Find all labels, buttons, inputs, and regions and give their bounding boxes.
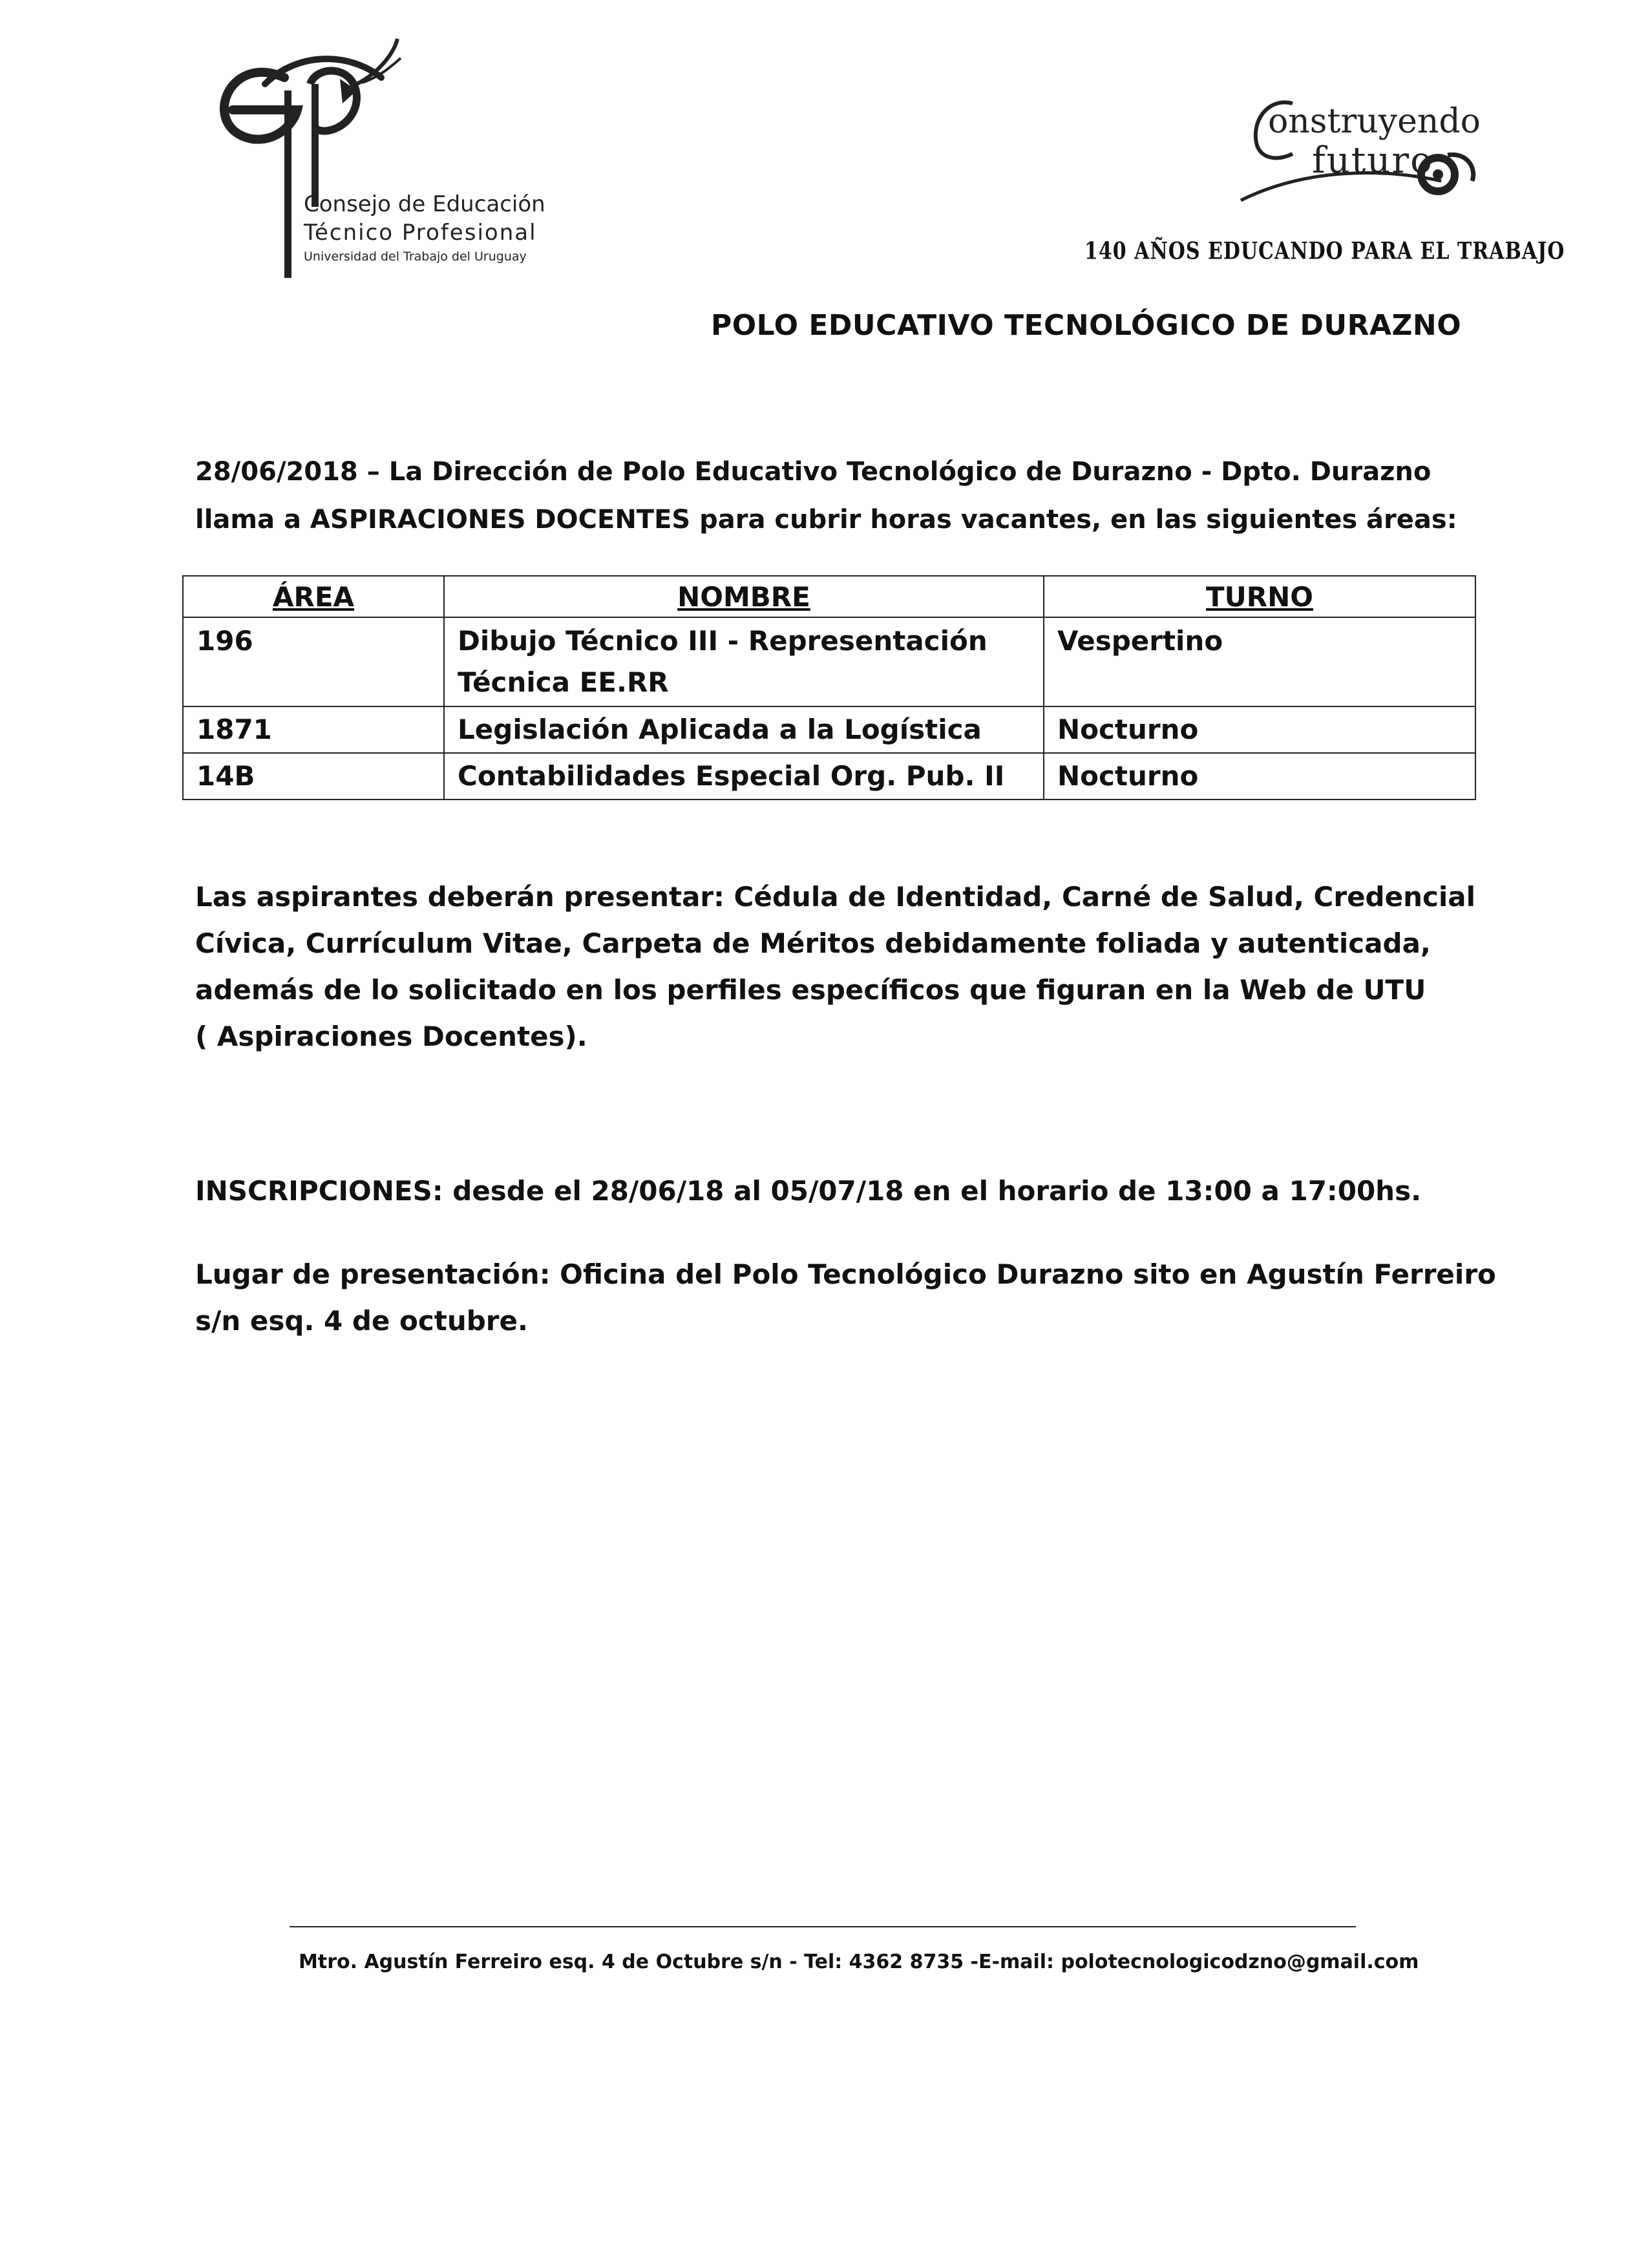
- column-header-turno: TURNO: [1044, 576, 1475, 617]
- anniversary-tagline: 140 AÑOS EDUCANDO PARA EL TRABAJO: [1084, 238, 1565, 265]
- turno-cell: Nocturno: [1044, 706, 1475, 753]
- inscripciones-dates: INSCRIPCIONES: desde el 28/06/18 al 05/07/18 en el horario de 13:00 a 17:00hs.: [195, 1175, 1422, 1207]
- requirements-line: además de lo solicitado en los perfiles específicos que figuran en la Web de UTU: [195, 974, 1426, 1006]
- org-name-line1: Consejo de Educación: [304, 191, 545, 217]
- requirements-line: Las aspirantes deberán presentar: Cédula de Identidad, Carné de Salud, Credencial: [195, 881, 1476, 913]
- table-row: [183, 706, 1475, 753]
- vacancy-table: [182, 575, 1476, 800]
- page-title: POLO EDUCATIVO TECNOLÓGICO DE DURAZNO: [711, 309, 1462, 342]
- intro-line-1: 28/06/2018 – La Dirección de Polo Educativo Tecnológico de Durazno - Dpto. Durazno: [195, 457, 1431, 487]
- nombre-cell: Contabilidades Especial Org. Pub. II: [444, 753, 1044, 800]
- requirements-line: Cívica, Currículum Vitae, Carpeta de Méritos debidamente foliada y autenticada,: [195, 927, 1431, 959]
- nombre-line-1: Dibujo Técnico III - Representación: [458, 625, 988, 657]
- requirements-paragraph: [195, 874, 1488, 1060]
- org-name-line3: Universidad del Trabajo del Uruguay: [304, 249, 527, 264]
- nombre-cell: [444, 617, 1044, 706]
- requirements-line: ( Aspiraciones Docentes).: [195, 1021, 587, 1052]
- nombre-line-2: Técnica EE.RR: [458, 666, 669, 698]
- org-name-line2: Técnico Profesional: [304, 220, 537, 246]
- column-header-area: ÁREA: [183, 576, 444, 617]
- intro-line-2: llama a ASPIRACIONES DOCENTES para cubrir horas vacantes, en las siguientes áreas:: [195, 505, 1457, 535]
- lugar-line: Lugar de presentación: Oficina del Polo Tecnológico Durazno sito en Agustín Ferreiro: [195, 1258, 1496, 1290]
- turno-cell: Nocturno: [1044, 753, 1475, 800]
- lugar-line: s/n esq. 4 de octubre.: [195, 1305, 528, 1337]
- lugar-paragraph: [195, 1251, 1496, 1344]
- turno-cell: Vespertino: [1044, 617, 1475, 706]
- table-row: [183, 617, 1475, 706]
- footer-divider: [290, 1926, 1356, 1927]
- logo-word-futuro: futuro: [1312, 140, 1433, 182]
- area-cell: 14B: [183, 753, 444, 800]
- column-header-nombre: NOMBRE: [444, 576, 1044, 617]
- table-header-row: [183, 576, 1475, 617]
- area-cell: 1871: [183, 706, 444, 753]
- nombre-cell: Legislación Aplicada a la Logística: [444, 706, 1044, 753]
- footer-contact: Mtro. Agustín Ferreiro esq. 4 de Octubre s/n - Tel: 4362 8735 -E-mail: polotecnologicodzno@gmail.com: [299, 1951, 1419, 1973]
- area-cell: 196: [183, 617, 444, 706]
- logo-word-construyendo: onstruyendo: [1268, 102, 1481, 141]
- table-row: [183, 753, 1475, 800]
